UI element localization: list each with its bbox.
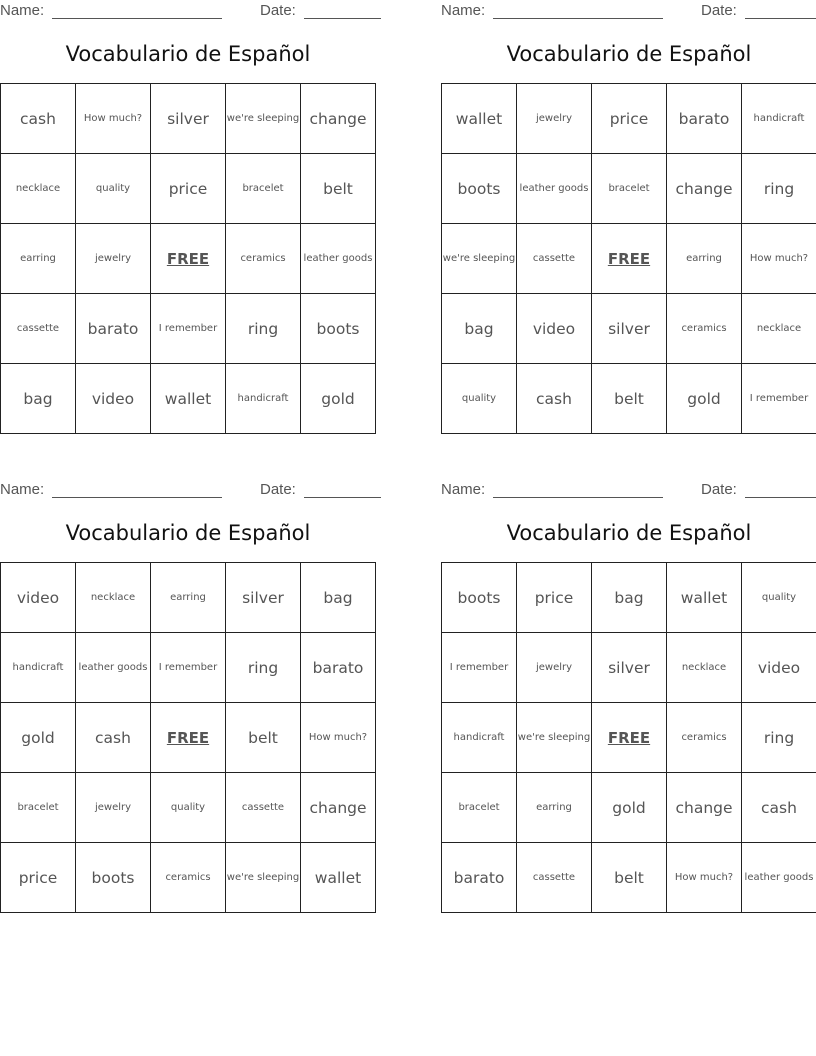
bingo-cell: we're sleeping — [226, 84, 301, 154]
bingo-cell: handicraft — [226, 364, 301, 434]
date-line — [745, 483, 816, 498]
bingo-row — [1, 703, 376, 773]
bingo-cell: ceramics — [667, 294, 742, 364]
bingo-cell: belt — [592, 364, 667, 434]
bingo-row — [442, 633, 816, 703]
bingo-cell: belt — [226, 703, 301, 773]
card-title: Vocabulario de Español — [65, 42, 311, 66]
bingo-cell: necklace — [742, 294, 816, 364]
bingo-row — [442, 563, 816, 633]
bingo-cell: price — [1, 843, 76, 913]
bingo-cell: bag — [592, 563, 667, 633]
bingo-cell: quality — [76, 154, 151, 224]
bingo-cell: cassette — [226, 773, 301, 843]
bingo-cell: price — [151, 154, 226, 224]
bingo-cell: earring — [667, 224, 742, 294]
bingo-row — [442, 364, 816, 434]
bingo-cell: jewelry — [517, 84, 592, 154]
bingo-cell: change — [301, 84, 376, 154]
bingo-cell: ceramics — [226, 224, 301, 294]
bingo-cell: leather goods — [76, 633, 151, 703]
bingo-cell: barato — [667, 84, 742, 154]
free-space-cell: FREE — [151, 703, 226, 773]
date-line — [304, 4, 381, 19]
bingo-row — [1, 84, 376, 154]
bingo-cell: How much? — [667, 843, 742, 913]
bingo-cell: barato — [301, 633, 376, 703]
bingo-row — [1, 364, 376, 434]
bingo-grid — [0, 83, 376, 434]
bingo-cell: leather goods — [301, 224, 376, 294]
bingo-cell: video — [742, 633, 816, 703]
bingo-cell: boots — [442, 563, 517, 633]
bingo-cell: barato — [76, 294, 151, 364]
card-header — [441, 481, 816, 499]
bingo-cell: bracelet — [226, 154, 301, 224]
bingo-cell: quality — [151, 773, 226, 843]
bingo-card — [441, 0, 816, 440]
bingo-cell: silver — [592, 294, 667, 364]
bingo-cell: ceramics — [667, 703, 742, 773]
bingo-cell: change — [301, 773, 376, 843]
bingo-cell: earring — [151, 563, 226, 633]
bingo-cell: I remember — [442, 633, 517, 703]
bingo-cell: cash — [517, 364, 592, 434]
date-field — [260, 481, 381, 498]
bingo-cell: How much? — [76, 84, 151, 154]
bingo-cell: ceramics — [151, 843, 226, 913]
bingo-cell: silver — [226, 563, 301, 633]
bingo-cell: bracelet — [1, 773, 76, 843]
bingo-cell: necklace — [667, 633, 742, 703]
bingo-cell: leather goods — [517, 154, 592, 224]
bingo-row — [1, 294, 376, 364]
bingo-cell: earring — [1, 224, 76, 294]
free-space-cell: FREE — [592, 703, 667, 773]
bingo-row — [1, 154, 376, 224]
bingo-cell: boots — [442, 154, 517, 224]
bingo-cell: cassette — [517, 224, 592, 294]
name-line — [52, 4, 222, 19]
bingo-cell: cash — [1, 84, 76, 154]
date-field — [701, 2, 816, 19]
bingo-cell: bag — [442, 294, 517, 364]
bingo-cell: gold — [667, 364, 742, 434]
bingo-row — [1, 224, 376, 294]
name-line — [493, 4, 663, 19]
bingo-card — [0, 0, 376, 440]
date-label: Date: — [260, 481, 301, 498]
bingo-cell: I remember — [151, 633, 226, 703]
name-line — [493, 483, 663, 498]
bingo-cell: necklace — [1, 154, 76, 224]
bingo-cell: silver — [592, 633, 667, 703]
bingo-row — [442, 294, 816, 364]
bingo-cell: belt — [592, 843, 667, 913]
bingo-cell: belt — [301, 154, 376, 224]
name-label: Name: — [0, 2, 49, 19]
bingo-cell: handicraft — [742, 84, 816, 154]
bingo-cell: handicraft — [442, 703, 517, 773]
bingo-cell: boots — [76, 843, 151, 913]
name-field — [0, 2, 222, 19]
bingo-cell: price — [517, 563, 592, 633]
bingo-cell: handicraft — [1, 633, 76, 703]
bingo-row — [1, 843, 376, 913]
bingo-cell: we're sleeping — [517, 703, 592, 773]
bingo-row — [1, 773, 376, 843]
bingo-cell: ring — [226, 633, 301, 703]
bingo-cell: I remember — [742, 364, 816, 434]
bingo-row — [1, 563, 376, 633]
bingo-row — [442, 703, 816, 773]
bingo-cell: barato — [442, 843, 517, 913]
bingo-row — [442, 843, 816, 913]
free-space-cell: FREE — [592, 224, 667, 294]
bingo-cell: How much? — [301, 703, 376, 773]
bingo-cell: quality — [442, 364, 517, 434]
name-label: Name: — [441, 2, 490, 19]
card-header — [0, 2, 376, 20]
card-title: Vocabulario de Español — [506, 521, 752, 545]
name-label: Name: — [0, 481, 49, 498]
bingo-cell: I remember — [151, 294, 226, 364]
bingo-cell: gold — [301, 364, 376, 434]
bingo-cell: bracelet — [442, 773, 517, 843]
bingo-card — [441, 479, 816, 919]
bingo-grid — [441, 562, 816, 913]
date-line — [304, 483, 381, 498]
bingo-cell: we're sleeping — [442, 224, 517, 294]
bingo-row — [442, 224, 816, 294]
free-space-cell: FREE — [151, 224, 226, 294]
bingo-row — [442, 154, 816, 224]
bingo-cell: gold — [592, 773, 667, 843]
bingo-row — [1, 633, 376, 703]
bingo-cell: bracelet — [592, 154, 667, 224]
bingo-cell: wallet — [301, 843, 376, 913]
name-field — [0, 481, 222, 498]
bingo-cell: video — [1, 563, 76, 633]
bingo-cell: price — [592, 84, 667, 154]
bingo-cell: cassette — [1, 294, 76, 364]
name-field — [441, 481, 663, 498]
bingo-cell: cassette — [517, 843, 592, 913]
bingo-cell: earring — [517, 773, 592, 843]
card-header — [441, 2, 816, 20]
bingo-cell: boots — [301, 294, 376, 364]
name-field — [441, 2, 663, 19]
date-field — [701, 481, 816, 498]
bingo-grid — [441, 83, 816, 434]
bingo-cell: silver — [151, 84, 226, 154]
bingo-cell: necklace — [76, 563, 151, 633]
bingo-cell: video — [76, 364, 151, 434]
bingo-row — [442, 773, 816, 843]
bingo-cell: jewelry — [76, 773, 151, 843]
bingo-cell: gold — [1, 703, 76, 773]
card-header — [0, 481, 376, 499]
bingo-cell: wallet — [442, 84, 517, 154]
bingo-cell: jewelry — [517, 633, 592, 703]
date-label: Date: — [701, 2, 742, 19]
date-field — [260, 2, 381, 19]
date-line — [745, 4, 816, 19]
bingo-cell: cash — [742, 773, 816, 843]
bingo-cell: ring — [742, 703, 816, 773]
bingo-cell: wallet — [667, 563, 742, 633]
bingo-cell: bag — [301, 563, 376, 633]
bingo-cell: How much? — [742, 224, 816, 294]
bingo-cell: video — [517, 294, 592, 364]
bingo-cell: ring — [742, 154, 816, 224]
date-label: Date: — [260, 2, 301, 19]
date-label: Date: — [701, 481, 742, 498]
bingo-cell: quality — [742, 563, 816, 633]
bingo-cell: cash — [76, 703, 151, 773]
bingo-cell: we're sleeping — [226, 843, 301, 913]
bingo-cell: jewelry — [76, 224, 151, 294]
bingo-cell: wallet — [151, 364, 226, 434]
bingo-row — [442, 84, 816, 154]
bingo-card — [0, 479, 376, 919]
card-title: Vocabulario de Español — [65, 521, 311, 545]
name-line — [52, 483, 222, 498]
bingo-cell: ring — [226, 294, 301, 364]
bingo-cell: change — [667, 773, 742, 843]
bingo-cell: bag — [1, 364, 76, 434]
bingo-cell: leather goods — [742, 843, 816, 913]
name-label: Name: — [441, 481, 490, 498]
bingo-grid — [0, 562, 376, 913]
bingo-cell: change — [667, 154, 742, 224]
card-title: Vocabulario de Español — [506, 42, 752, 66]
